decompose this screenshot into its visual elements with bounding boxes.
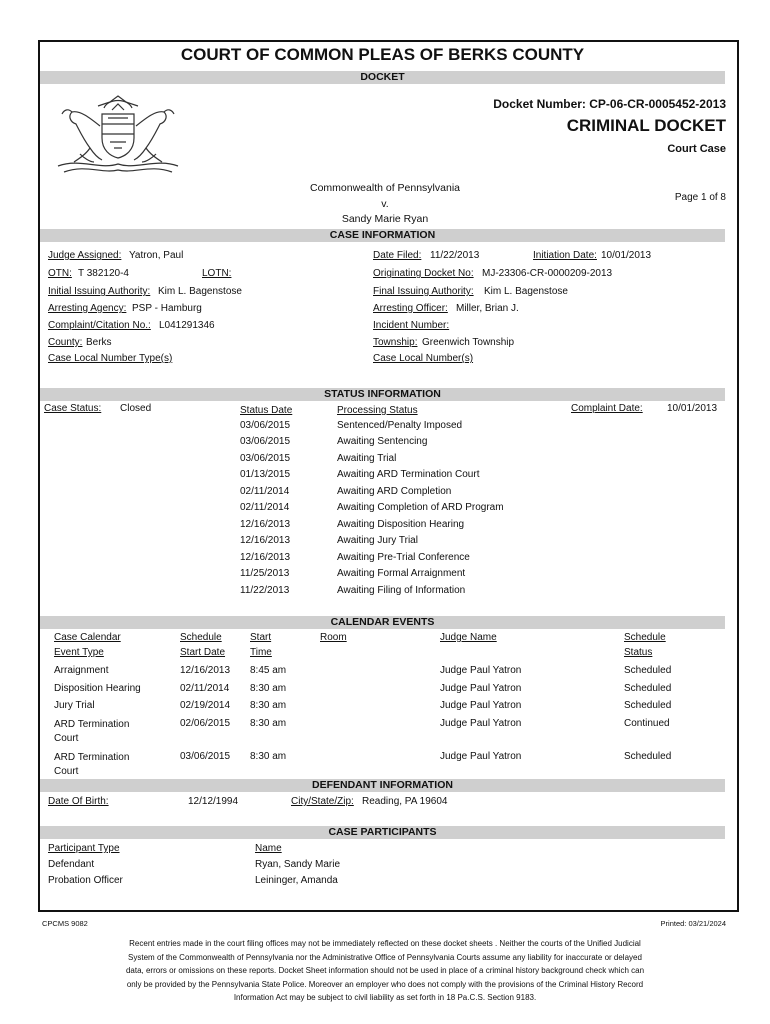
docket-bar: DOCKET [40, 71, 725, 84]
status-date: 03/06/2015 [240, 420, 291, 431]
defendant-information-bar: DEFENDANT INFORMATION [40, 779, 725, 792]
initial-authority-label: Initial Issuing Authority: [48, 286, 151, 297]
date-filed-label: Date Filed: [373, 250, 422, 261]
event-type-header-2: Event Type [54, 647, 104, 658]
event-judge: Judge Paul Yatron [440, 683, 522, 694]
complaint-number-value: L041291346 [159, 320, 215, 331]
event-status: Scheduled [624, 683, 672, 694]
docket-number: Docket Number: CP-06-CR-0005452-2013 [493, 97, 726, 111]
arresting-officer-label: Arresting Officer: [373, 303, 448, 314]
event-type: Disposition Hearing [54, 683, 141, 694]
participant-name-header: Name [255, 843, 282, 854]
processing-status: Awaiting Filing of Information [337, 585, 466, 596]
processing-status: Awaiting Disposition Hearing [337, 519, 465, 530]
calendar-events-bar: CALENDAR EVENTS [40, 616, 725, 629]
arresting-officer-value: Miller, Brian J. [456, 303, 519, 314]
event-time: 8:30 am [250, 683, 287, 694]
participant-name: Ryan, Sandy Marie [255, 859, 341, 870]
participant-type-header: Participant Type [48, 843, 120, 854]
status-date: 11/22/2013 [240, 585, 290, 596]
lotn-label: LOTN: [202, 268, 232, 279]
initiation-date-value: 10/01/2013 [601, 250, 652, 261]
disclaimer-line: only be provided by the Pennsylvania State Police. Moreover an employer who does not comply with the provisions of the Criminal History Record [126, 979, 644, 989]
event-type-cont: Court [54, 733, 79, 744]
event-time: 8:30 am [250, 700, 287, 711]
caption-line-2: v. [381, 198, 389, 210]
processing-status: Awaiting ARD Termination Court [337, 469, 480, 480]
arresting-agency-label: Arresting Agency: [48, 303, 127, 314]
court-title: COURT OF COMMON PLEAS OF BERKS COUNTY [180, 45, 585, 64]
complaint-date-label: Complaint Date: [571, 403, 643, 414]
caption-line-1: Commonwealth of Pennsylvania [310, 182, 460, 194]
disclaimer-line: Recent entries made in the court filing offices may not be immediately reflected on these docket sheets . Neither the courts of the Unified Judicial [129, 939, 641, 948]
printed-date: Printed: 03/21/2024 [660, 919, 726, 928]
participant-name: Leininger, Amanda [255, 875, 338, 886]
event-time: 8:30 am [250, 718, 287, 729]
complaint-date-value: 10/01/2013 [667, 403, 718, 414]
case-status-value: Closed [120, 403, 152, 414]
processing-status: Awaiting Sentencing [337, 436, 428, 447]
event-status: Continued [624, 718, 670, 729]
event-status: Scheduled [624, 665, 672, 676]
form-id: CPCMS 9082 [42, 919, 88, 928]
event-time: 8:45 am [250, 665, 287, 676]
otn-label: OTN: [48, 268, 72, 279]
disclaimer [80, 937, 690, 1005]
case-information-bar: CASE INFORMATION [40, 229, 725, 242]
status-date: 12/16/2013 [240, 519, 291, 530]
originating-docket-label: Originating Docket No: [373, 268, 474, 279]
city-state-zip-label: City/State/Zip: [291, 796, 354, 807]
processing-status: Sentenced/Penalty Imposed [337, 420, 463, 431]
processing-status: Awaiting Pre-Trial Conference [337, 552, 470, 563]
event-time: 8:30 am [250, 751, 287, 762]
page-number: Page 1 of 8 [674, 192, 726, 203]
case-local-type-label: Case Local Number Type(s) [48, 353, 173, 364]
start-time-header-2: Time [250, 647, 272, 658]
processing-status: Awaiting Completion of ARD Program [337, 502, 504, 513]
event-date: 02/19/2014 [180, 700, 231, 711]
event-judge: Judge Paul Yatron [440, 751, 522, 762]
status-date: 03/06/2015 [240, 453, 291, 464]
status-date: 12/16/2013 [240, 535, 291, 546]
status-date: 12/16/2013 [240, 552, 291, 563]
final-authority-value: Kim L. Bagenstose [484, 286, 568, 297]
status-information-bar: STATUS INFORMATION [40, 388, 725, 401]
event-judge: Judge Paul Yatron [440, 718, 522, 729]
schedule-status-header-2: Status [624, 647, 653, 658]
initial-authority-value: Kim L. Bagenstose [158, 286, 242, 297]
event-date: 03/06/2015 [180, 751, 231, 762]
initiation-date-label: Initiation Date: [533, 250, 597, 261]
participant-type: Probation Officer [48, 875, 123, 886]
event-type: ARD Termination [54, 719, 130, 730]
event-date: 02/06/2015 [180, 718, 231, 729]
case-participants-bar: CASE PARTICIPANTS [40, 826, 725, 839]
status-date: 11/25/2013 [240, 568, 290, 579]
status-date: 03/06/2015 [240, 436, 291, 447]
event-status: Scheduled [624, 751, 672, 762]
schedule-status-header-1: Schedule [624, 632, 666, 643]
city-state-zip-value: Reading, PA 19604 [362, 796, 448, 807]
county-value: Berks [86, 337, 112, 348]
event-type: Jury Trial [54, 700, 95, 711]
county-label: County: [48, 337, 83, 348]
incident-number-label: Incident Number: [373, 320, 450, 331]
disclaimer-line: data, errors or omissions on these reports. Docket Sheet information should not be used in place of a criminal history background check which can [125, 966, 645, 975]
township-value: Greenwich Township [422, 337, 515, 348]
case-local-number-label: Case Local Number(s) [373, 353, 474, 364]
disclaimer-line: System of the Commonwealth of Pennsylvania nor the Administrative Office of Pennsylvania Courts assume any liability for inaccurate or delayed [128, 952, 642, 962]
status-date: 01/13/2015 [240, 469, 291, 480]
originating-docket-value: MJ-23306-CR-0000209-2013 [482, 268, 613, 279]
complaint-number-label: Complaint/Citation No.: [48, 320, 151, 331]
docket-type: CRIMINAL DOCKET [566, 116, 726, 135]
final-authority-label: Final Issuing Authority: [373, 286, 474, 297]
start-date-header-1: Schedule [180, 632, 222, 643]
arresting-agency-value: PSP - Hamburg [132, 303, 202, 314]
otn-value: T 382120-4 [78, 268, 129, 279]
status-date-header: Status Date [240, 405, 293, 416]
event-date: 02/11/2014 [180, 683, 230, 694]
status-date: 02/11/2014 [240, 502, 290, 513]
processing-status: Awaiting Jury Trial [337, 535, 418, 546]
processing-status: Awaiting Formal Arraignment [337, 568, 466, 579]
case-status-label: Case Status: [44, 403, 102, 414]
start-time-header-1: Start [250, 632, 272, 643]
event-type: Arraignment [54, 665, 109, 676]
event-type-cont: Court [54, 766, 79, 777]
judge-name-header: Judge Name [440, 632, 497, 643]
processing-status: Awaiting ARD Completion [337, 486, 452, 497]
event-type: ARD Termination [54, 752, 130, 763]
date-filed-value: 11/22/2013 [430, 250, 480, 261]
room-header: Room [320, 632, 347, 643]
case-kind: Court Case [667, 143, 726, 155]
event-judge: Judge Paul Yatron [440, 665, 522, 676]
start-date-header-2: Start Date [180, 647, 226, 658]
township-label: Township: [373, 337, 418, 348]
event-judge: Judge Paul Yatron [440, 700, 522, 711]
status-date: 02/11/2014 [240, 486, 290, 497]
caption-line-3: Sandy Marie Ryan [341, 213, 429, 225]
pennsylvania-coat-of-arms-icon [50, 92, 186, 176]
judge-label: Judge Assigned: [48, 250, 122, 261]
event-status: Scheduled [624, 700, 672, 711]
processing-status-header: Processing Status [337, 405, 418, 416]
event-date: 12/16/2013 [180, 665, 231, 676]
judge-value: Yatron, Paul [129, 250, 184, 261]
dob-value: 12/12/1994 [188, 796, 239, 807]
participant-type: Defendant [48, 859, 95, 870]
event-type-header-1: Case Calendar [54, 632, 121, 643]
dob-label: Date Of Birth: [48, 796, 109, 807]
processing-status: Awaiting Trial [337, 453, 397, 464]
disclaimer-line: Information Act may be subject to civil liability as set forth in 18 Pa.C.S. Section 9183. [233, 993, 537, 1002]
